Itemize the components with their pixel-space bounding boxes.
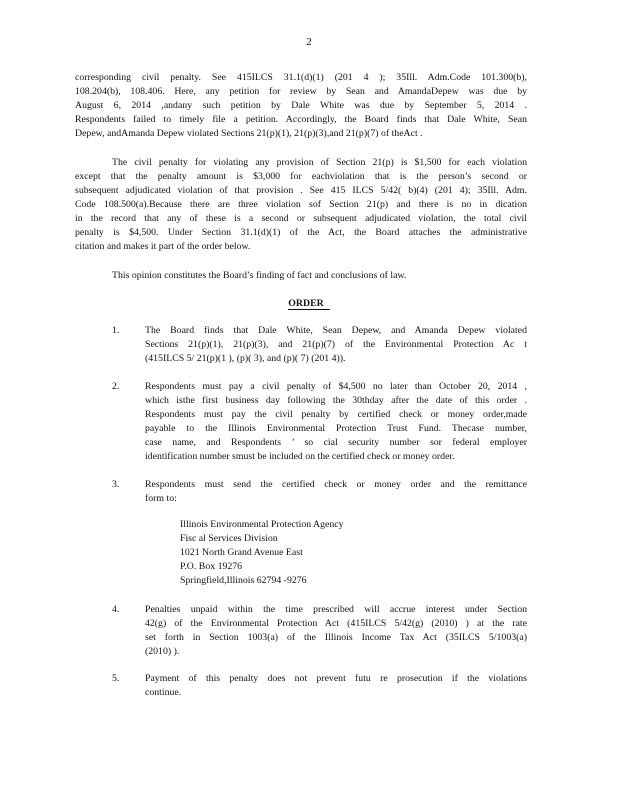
para2-line-1: The civil penalty for violating any provision of Section 21(p) is $1,500 for each violation	[112, 157, 527, 168]
para1-line-4: Respondents failed to timely file a petition. Accordingly, the Board finds that Dale White, Sean	[75, 114, 527, 125]
order-item-2-line-4: payable to the Illinois Environmental Protection Trust Fund. Thecase number,	[145, 423, 527, 434]
para3: This opinion constitutes the Board’s finding of fact and conclusions of law.	[112, 270, 407, 281]
address-line-1: Illinois Environmental Protection Agency	[180, 519, 344, 530]
order-item-1-line-3: (415ILCS 5/ 21(p)(1 ), (p)( 3), and (p)( 7) (201 4)).	[145, 353, 346, 364]
order-item-4-line-4: (2010) ).	[145, 646, 180, 657]
para1-line-3: August 6, 2014 ,andany such petition by Dale White was due by September 5, 2014 .	[75, 100, 527, 111]
address-line-4: P.O. Box 19276	[180, 561, 243, 572]
order-item-1-number: 1.	[112, 325, 120, 336]
para2-line-6: penalty is $4,500. Under Section 31.1(d)(1) of the Act, the Board attaches the administrative	[75, 227, 527, 238]
order-item-2-number: 2.	[112, 381, 120, 392]
order-item-5-number: 5.	[112, 673, 120, 684]
order-item-2-line-2: which isthe first business day following the 30thday after the date of this order .	[145, 395, 527, 406]
para2-line-2: except that the penalty amount is $3,000 for eachviolation that is the person’s second or	[75, 171, 527, 182]
order-item-4-line-1: Penalties unpaid within the time prescribed will accrue interest under Section	[145, 604, 527, 615]
order-item-4-number: 4.	[112, 604, 120, 615]
address-line-3: 1021 North Grand Avenue East	[180, 547, 303, 558]
order-item-3-line-2: form to:	[145, 493, 177, 504]
order-heading	[0, 298, 618, 309]
order-item-4-line-2: 42(g) of the Environmental Protection Act (415ILCS 5/42(g) (2010) ) at the rate	[145, 618, 527, 629]
para1-line-1: corresponding civil penalty. See 415ILCS 31.1(d)(1) (201 4 ); 35Ill. Adm.Code 101.300(b),	[75, 72, 527, 83]
order-item-2-line-5: case name, and Respondents ’ so cial security number sor federal employer	[145, 437, 527, 448]
order-item-1-line-1: The Board finds that Dale White, Sean Depew, and Amanda Depew violated	[145, 325, 527, 336]
order-item-3-number: 3.	[112, 479, 120, 490]
order-heading-text: ORDER	[288, 298, 329, 310]
para1-line-5: Depew, andAmanda Depew violated Sections 21(p)(1), 21(p)(3),and 21(p)(7) of theAct .	[75, 128, 423, 139]
order-item-2-line-3: Respondents must pay the civil penalty by certified check or money order,made	[145, 409, 527, 420]
order-item-2-line-6: identification number smust be included on the certified check or money order.	[145, 451, 455, 462]
order-item-3-line-1: Respondents must send the certified check or money order and the remittance	[145, 479, 527, 490]
order-item-2-line-1: Respondents must pay a civil penalty of $4,500 no later than October 20, 2014 ,	[145, 381, 527, 392]
para1-line-2: 108.204(b), 108.406. Here, any petition for review by Sean and AmandaDepew was due by	[75, 86, 527, 97]
address-line-2: Fisc al Services Division	[180, 533, 278, 544]
order-item-1-line-2: Sections 21(p)(1), 21(p)(3), and 21(p)(7) of the Environmental Protection Ac t	[145, 339, 527, 350]
order-item-5-line-2: continue.	[145, 687, 182, 698]
order-item-5-line-1: Payment of this penalty does not prevent futu re prosecution if the violations	[145, 673, 527, 684]
para2-line-7: citation and makes it part of the order below.	[75, 241, 251, 252]
order-item-4-line-3: set forth in Section 1003(a) of the Illinois Income Tax Act (35ILCS 5/1003(a)	[145, 632, 527, 643]
para2-line-5: in the record that any of these is a second or subsequent adjudicated violation, the total civil	[75, 213, 527, 224]
para2-line-4: Code 108.500(a).Because there are three violation sof Section 21(p) and there is no in dication	[75, 199, 527, 210]
page-number: 2	[306, 36, 312, 48]
para2-line-3: subsequent adjudicated violation of that provision . See 415 ILCS 5/42( b)(4) (201 4); 35Ill. Adm.	[75, 185, 527, 196]
address-line-5: Springfield,Illinois 62794 -9276	[180, 575, 307, 586]
